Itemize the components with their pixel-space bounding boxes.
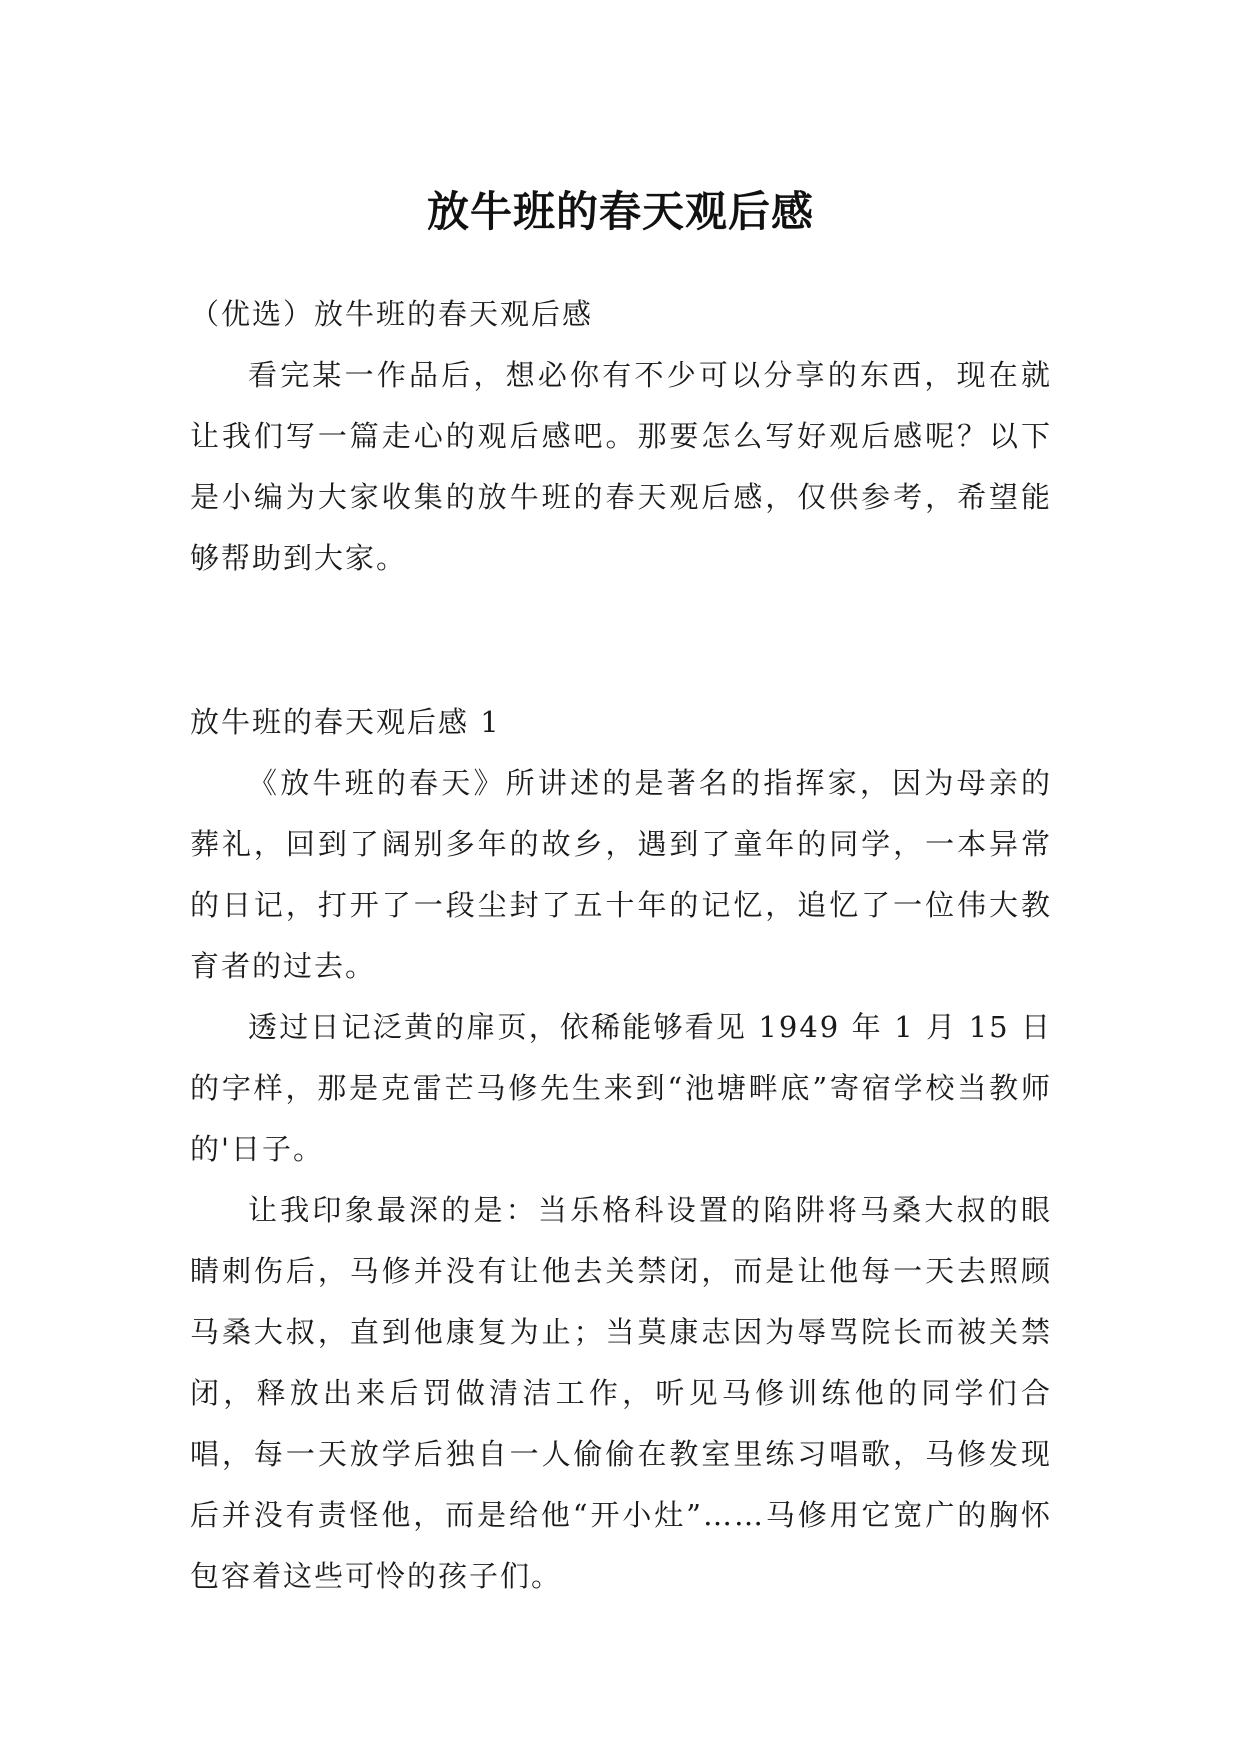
section-heading: 放牛班的春天观后感 1 [190,705,501,739]
section-1 [190,692,1052,1607]
paragraph-3: 让我印象最深的是：当乐格科设置的陷阱将马桑大叔的眼睛刺伤后，马修并没有让他去关禁闭，而是让他每一天去照顾马桑大叔，直到他康复为止；当莫康志因为辱骂院长而被关禁闭，释放出来后罚做清洁工作，听见马修训练他的同学们合唱，每一天放学后独自一人偷偷在教室里练习唱歌，马修发现后并没有责怪他，而是给他“开小灶”……马修用它宽广的胸怀包容着这些可怜的孩子们。 [190,1193,1052,1593]
intro-block [190,284,1052,589]
document-title: 放牛班的春天观后感 [426,187,814,237]
paragraph-2: 透过日记泛黄的扉页，依稀能够看见 1949 年 1 月 15 日的字样，那是克雷芒马修先生来到“池塘畔底”寄宿学校当教师的'日子。 [190,1010,1052,1166]
document-subtitle: （优选）放牛班的春天观后感 [190,297,594,331]
paragraph-1: 《放牛班的春天》所讲述的是著名的指挥家，因为母亲的葬礼，回到了阔别多年的故乡，遇到了童年的同学，一本异常的日记，打开了一段尘封了五十年的记忆，追忆了一位伟大教育者的过去。 [190,766,1052,983]
intro-paragraph: 看完某一作品后，想必你有不少可以分享的东西，现在就让我们写一篇走心的观后感吧。那要怎么写好观后感呢？以下是小编为大家收集的放牛班的春天观后感，仅供参考，希望能够帮助到大家。 [190,358,1052,575]
